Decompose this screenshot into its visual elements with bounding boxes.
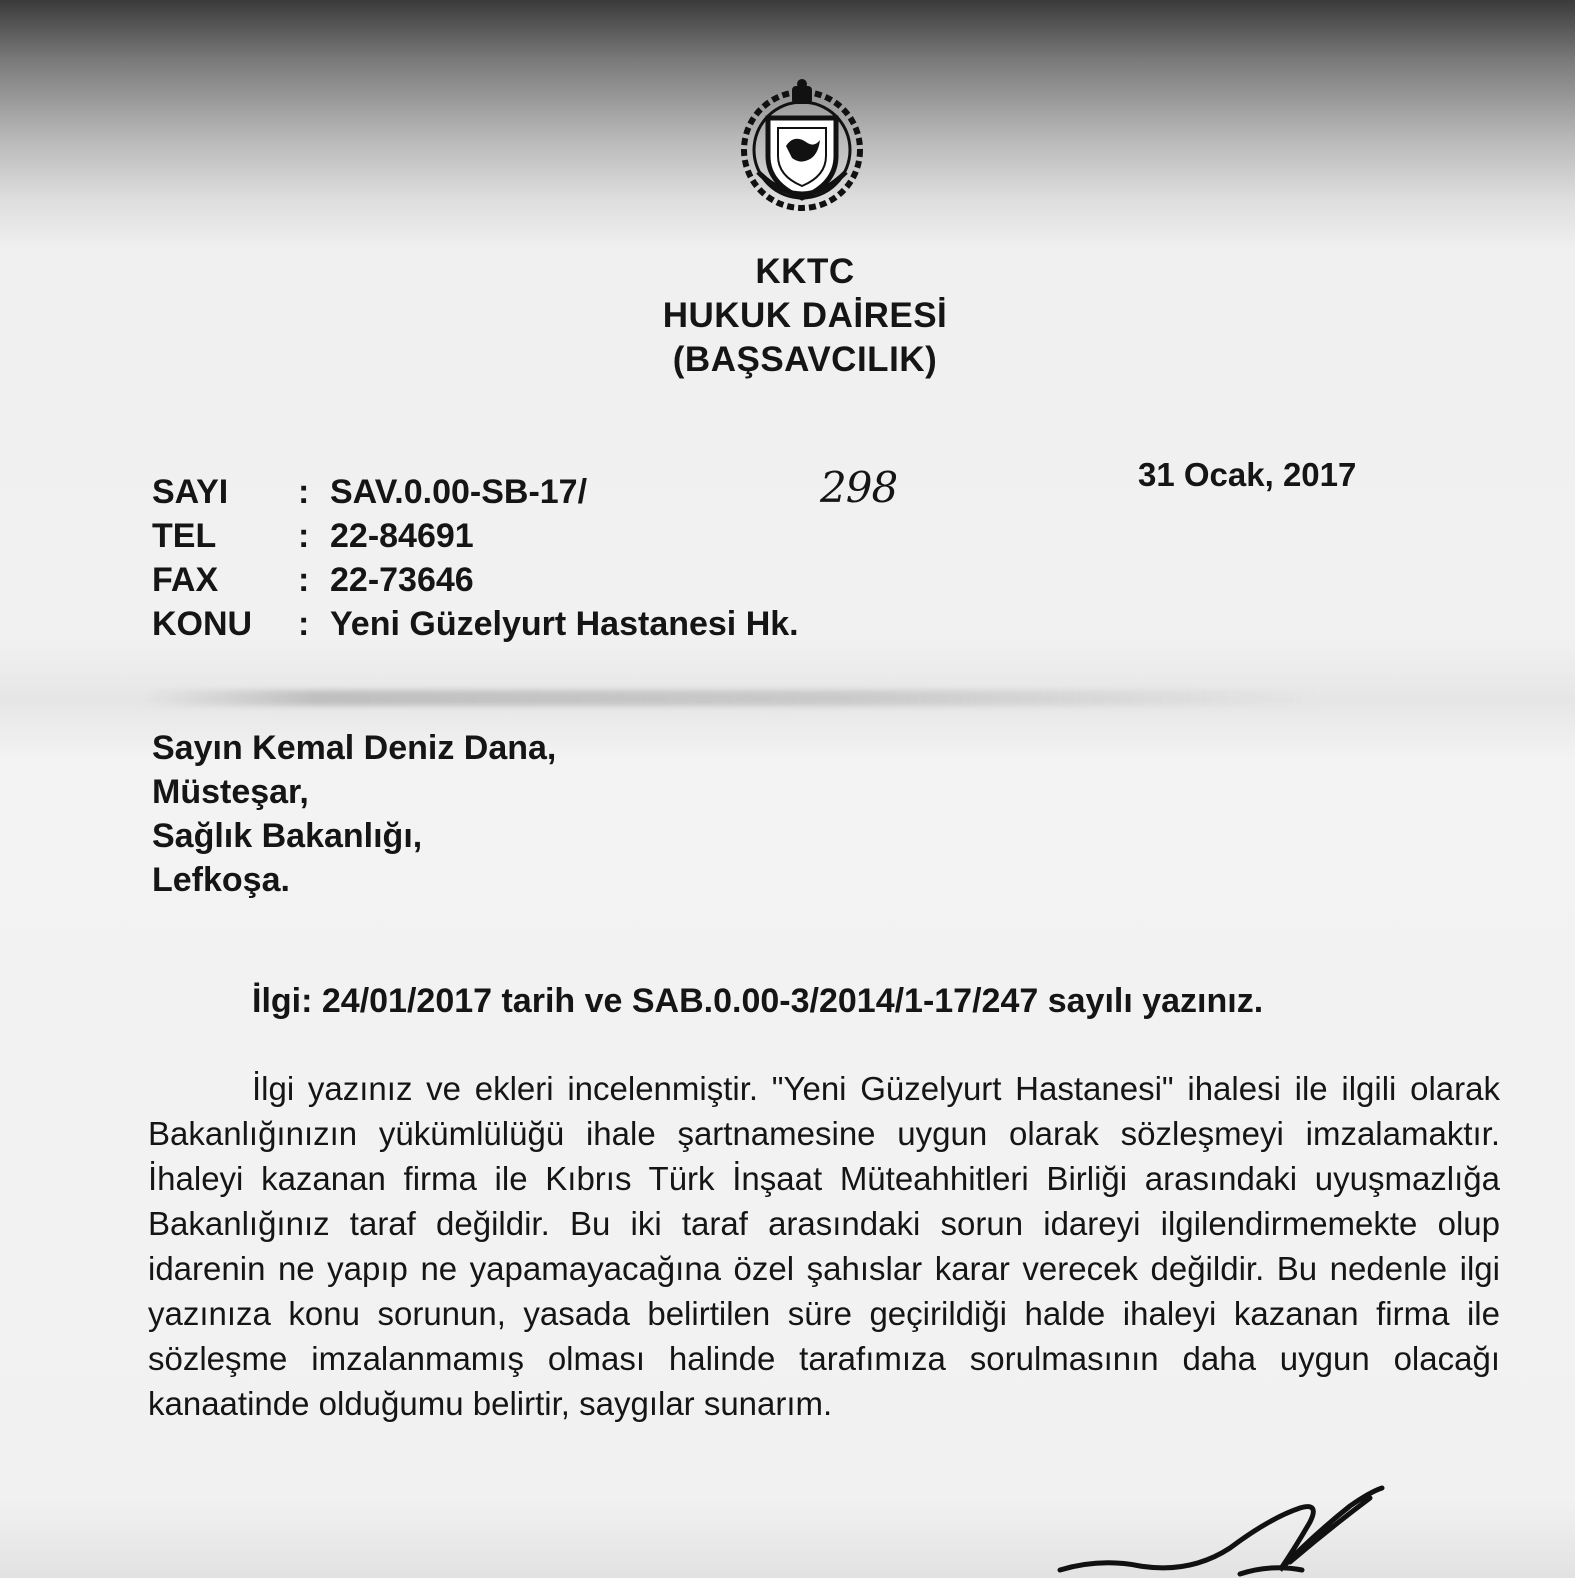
meta-key: SAYI <box>152 473 229 511</box>
meta-value: 22-84691 <box>330 517 474 555</box>
state-emblem-icon <box>728 76 876 214</box>
meta-value <box>330 463 898 514</box>
meta-separator: : <box>298 517 310 555</box>
meta-key: FAX <box>152 561 219 599</box>
meta-key: TEL <box>152 517 217 555</box>
reference-line: İlgi: 24/01/2017 tarih ve SAB.0.00-3/2014/1-17/247 sayılı yazınız. <box>252 982 1264 1020</box>
header-line-1: KKTC <box>755 252 855 291</box>
handwritten-signature <box>1040 1478 1420 1578</box>
meta-separator: : <box>298 561 310 599</box>
meta-value: 22-73646 <box>330 561 474 599</box>
recipient-line: Sağlık Bakanlığı, <box>152 817 423 855</box>
meta-key: KONU <box>152 605 253 643</box>
header-line-3: (BAŞSAVCILIK) <box>672 340 938 379</box>
recipient-line: Sayın Kemal Deniz Dana, <box>152 729 557 767</box>
recipient-line: Lefkoşa. <box>152 861 290 899</box>
handwritten-number: 298 <box>820 463 898 512</box>
letter-date: 31 Ocak, 2017 <box>1138 456 1357 493</box>
recipient-block <box>152 726 556 902</box>
meta-separator: : <box>298 605 310 643</box>
letter-body <box>148 1066 1500 1426</box>
meta-value: Yeni Güzelyurt Hastanesi Hk. <box>330 605 799 643</box>
issuer-header <box>600 250 1010 382</box>
fold-shadow <box>140 690 1320 706</box>
reference-number: SAV.0.00-SB-17/ <box>330 473 588 511</box>
body-paragraph: İlgi yazınız ve ekleri incelenmiştir. "Yeni Güzelyurt Hastanesi" ihalesi ile ilgili olarak Bakanlığınızın yükümlülüğü ihale şartnamesine uygun olarak sözleşmeyi imzalamaktır. İhaleyi kazanan firma ile Kıbrıs Türk İnşaat Müteahhitleri Birliği arasındaki uyuşmazlığa Bakanlığınız taraf değildir. Bu iki taraf arasındaki sorun idareyi ilgilendirmemekte olup idarenin ne yapıp ne yapamayacağına özel şahıslar karar verecek değildir. Bu nedenle ilgi yazınıza konu sorunun, yasada belirtilen süre geçirildiği halde ihaleyi kazanan firma ile sözleşme imzalanmamış olması halinde tarafımıza sorulmasının daha uygun olacağı kanaatinde olduğumu belirtir, saygılar sunarım. <box>148 1070 1500 1422</box>
meta-separator: : <box>298 473 310 511</box>
recipient-line: Müsteşar, <box>152 773 309 811</box>
header-line-2: HUKUK DAİRESİ <box>662 296 948 335</box>
